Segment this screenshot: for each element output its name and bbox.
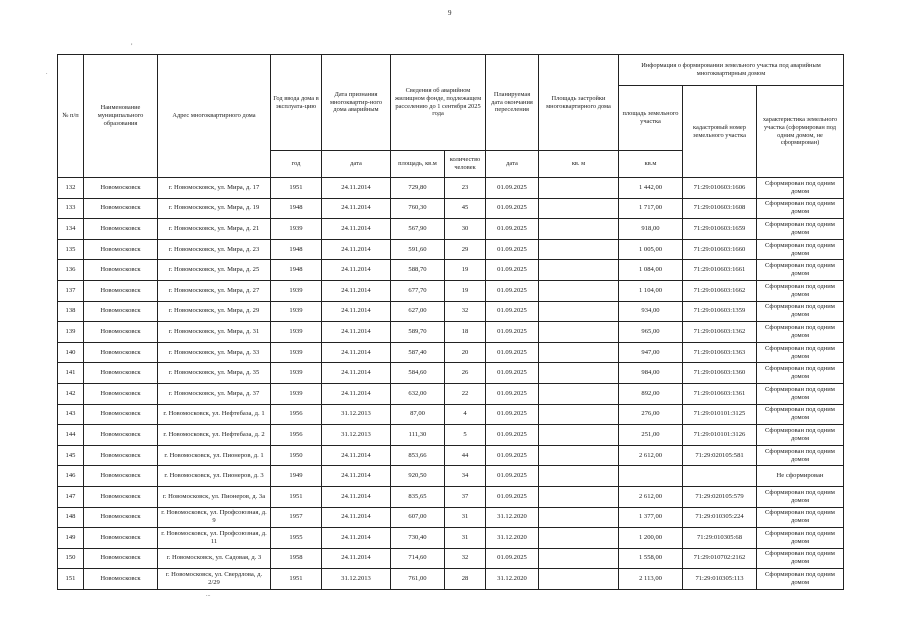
row-cadastral-number: 71:29:010101:3125 [683, 404, 757, 425]
row-people-count: 23 [445, 178, 486, 199]
row-municipality: Новомосковск [84, 445, 158, 466]
unit-date: дата [322, 151, 391, 178]
row-land-area: 2 612,00 [619, 486, 683, 507]
row-address: г. Новомосковск, ул. Мира, д. 23 [158, 239, 271, 260]
row-planned-date: 01.09.2025 [486, 445, 539, 466]
col-header-land-characteristic: характеристика земельного участка (сформирован под одним домом, не сформирован) [757, 86, 844, 178]
row-address: г. Новомосковск, ул. Нефтебаза, д. 1 [158, 404, 271, 425]
row-planned-date: 01.09.2025 [486, 301, 539, 322]
row-land-area: 1 717,00 [619, 198, 683, 219]
row-people-count: 29 [445, 239, 486, 260]
row-cadastral-number: 71:29:010305:224 [683, 507, 757, 528]
row-emergency-area: 589,70 [391, 322, 445, 343]
row-people-count: 20 [445, 342, 486, 363]
unit-building-area: кв. м [539, 151, 619, 178]
row-year-built: 1949 [271, 466, 322, 487]
row-land-status: Сформирован под одним домом [757, 507, 844, 528]
row-address: г. Новомосковск, ул. Мира, д. 33 [158, 342, 271, 363]
row-number: 149 [58, 528, 84, 549]
row-building-area [539, 528, 619, 549]
row-recognition-date: 24.11.2014 [322, 178, 391, 199]
table-row [58, 383, 844, 404]
row-recognition-date: 24.11.2014 [322, 363, 391, 384]
row-address: г. Новомосковск, ул. Садовая, д. 3 [158, 548, 271, 569]
row-building-area [539, 322, 619, 343]
row-recognition-date: 24.11.2014 [322, 445, 391, 466]
row-cadastral-number: 71:29:010603:1660 [683, 239, 757, 260]
row-emergency-area: 835,65 [391, 486, 445, 507]
row-people-count: 26 [445, 363, 486, 384]
row-building-area [539, 548, 619, 569]
row-building-area [539, 198, 619, 219]
row-municipality: Новомосковск [84, 301, 158, 322]
row-address: г. Новомосковск, ул. Мира, д. 35 [158, 363, 271, 384]
row-building-area [539, 404, 619, 425]
row-number: 144 [58, 425, 84, 446]
row-recognition-date: 24.11.2014 [322, 342, 391, 363]
row-year-built: 1958 [271, 548, 322, 569]
row-number: 134 [58, 219, 84, 240]
row-cadastral-number: 71:29:010603:1662 [683, 280, 757, 301]
row-land-status: Сформирован под одним домом [757, 239, 844, 260]
row-land-area: 1 442,00 [619, 178, 683, 199]
row-emergency-area: 567,90 [391, 219, 445, 240]
row-recognition-date: 24.11.2014 [322, 466, 391, 487]
row-address: г. Новомосковск, ул. Мира, д. 21 [158, 219, 271, 240]
row-cadastral-number: 71:29:010603:1359 [683, 301, 757, 322]
row-recognition-date: 31.12.2013 [322, 425, 391, 446]
row-people-count: 5 [445, 425, 486, 446]
row-municipality: Новомосковск [84, 280, 158, 301]
row-recognition-date: 24.11.2014 [322, 239, 391, 260]
row-address: г. Новомосковск, ул. Мира, д. 19 [158, 198, 271, 219]
row-emergency-area: 591,60 [391, 239, 445, 260]
row-number: 137 [58, 280, 84, 301]
row-land-status: Сформирован под одним домом [757, 301, 844, 322]
row-land-status: Сформирован под одним домом [757, 486, 844, 507]
row-municipality: Новомосковск [84, 528, 158, 549]
row-building-area [539, 507, 619, 528]
row-address: г. Новомосковск, ул. Мира, д. 37 [158, 383, 271, 404]
row-land-status: Сформирован под одним домом [757, 569, 844, 590]
row-cadastral-number: 71:29:010603:1363 [683, 342, 757, 363]
row-planned-date: 01.09.2025 [486, 342, 539, 363]
row-planned-date: 01.09.2025 [486, 486, 539, 507]
row-municipality: Новомосковск [84, 486, 158, 507]
row-number: 142 [58, 383, 84, 404]
row-planned-date: 01.09.2025 [486, 260, 539, 281]
row-land-status: Сформирован под одним домом [757, 363, 844, 384]
row-number: 135 [58, 239, 84, 260]
row-people-count: 34 [445, 466, 486, 487]
row-recognition-date: 31.12.2013 [322, 569, 391, 590]
row-land-area: 984,00 [619, 363, 683, 384]
row-number: 148 [58, 507, 84, 528]
row-number: 133 [58, 198, 84, 219]
row-land-area: 2 612,00 [619, 445, 683, 466]
row-planned-date: 01.09.2025 [486, 404, 539, 425]
row-year-built: 1948 [271, 198, 322, 219]
row-people-count: 31 [445, 528, 486, 549]
row-number: 139 [58, 322, 84, 343]
row-cadastral-number: 71:29:010702:2162 [683, 548, 757, 569]
row-land-status: Сформирован под одним домом [757, 548, 844, 569]
row-emergency-area: 588,70 [391, 260, 445, 281]
row-land-status: Сформирован под одним домом [757, 383, 844, 404]
row-building-area [539, 239, 619, 260]
row-emergency-area: 714,60 [391, 548, 445, 569]
row-building-area [539, 425, 619, 446]
row-cadastral-number: 71:29:010603:1661 [683, 260, 757, 281]
row-people-count: 28 [445, 569, 486, 590]
col-header-num: № п/п [58, 55, 84, 178]
row-address: г. Новомосковск, ул. Мира, д. 27 [158, 280, 271, 301]
row-cadastral-number: 71:29:010603:1659 [683, 219, 757, 240]
row-municipality: Новомосковск [84, 322, 158, 343]
row-planned-date: 01.09.2025 [486, 466, 539, 487]
col-header-year-built: Год ввода дома в эксплуата-цию [271, 55, 322, 151]
table-row [58, 445, 844, 466]
row-building-area [539, 569, 619, 590]
row-land-area: 1 104,00 [619, 280, 683, 301]
row-year-built: 1956 [271, 425, 322, 446]
row-planned-date: 31.12.2020 [486, 569, 539, 590]
row-year-built: 1939 [271, 219, 322, 240]
table-row [58, 486, 844, 507]
row-land-status: Сформирован под одним домом [757, 445, 844, 466]
table-row [58, 569, 844, 590]
row-building-area [539, 363, 619, 384]
scan-mark: ... [206, 592, 211, 598]
row-planned-date: 01.09.2025 [486, 363, 539, 384]
row-land-area: 892,00 [619, 383, 683, 404]
row-year-built: 1939 [271, 342, 322, 363]
row-year-built: 1939 [271, 383, 322, 404]
row-cadastral-number: 71:29:010603:1608 [683, 198, 757, 219]
row-recognition-date: 24.11.2014 [322, 260, 391, 281]
table-row [58, 404, 844, 425]
scan-mark: . [46, 70, 48, 76]
row-number: 150 [58, 548, 84, 569]
row-recognition-date: 24.11.2014 [322, 301, 391, 322]
row-emergency-area: 730,40 [391, 528, 445, 549]
row-planned-date: 31.12.2020 [486, 507, 539, 528]
row-people-count: 37 [445, 486, 486, 507]
unit-year: год [271, 151, 322, 178]
row-land-area: 965,00 [619, 322, 683, 343]
row-municipality: Новомосковск [84, 342, 158, 363]
row-emergency-area: 632,00 [391, 383, 445, 404]
table-row [58, 198, 844, 219]
row-planned-date: 01.09.2025 [486, 425, 539, 446]
row-people-count: 19 [445, 280, 486, 301]
row-cadastral-number: 71:29:010603:1362 [683, 322, 757, 343]
row-building-area [539, 260, 619, 281]
row-number: 140 [58, 342, 84, 363]
row-number: 143 [58, 404, 84, 425]
table-row [58, 178, 844, 199]
row-municipality: Новомосковск [84, 178, 158, 199]
row-planned-date: 01.09.2025 [486, 198, 539, 219]
scan-mark: , [131, 40, 133, 46]
col-header-land-info: Информация о формировании земельного участка под аварийным многоквартирным домом [619, 55, 844, 86]
row-recognition-date: 24.11.2014 [322, 219, 391, 240]
row-emergency-area: 761,00 [391, 569, 445, 590]
row-emergency-area: 627,00 [391, 301, 445, 322]
row-recognition-date: 24.11.2014 [322, 383, 391, 404]
row-land-status: Сформирован под одним домом [757, 178, 844, 199]
row-cadastral-number: 71:29:010603:1360 [683, 363, 757, 384]
table-row [58, 528, 844, 549]
table-row [58, 548, 844, 569]
col-header-address: Адрес многоквартирного дома [158, 55, 271, 178]
table-row [58, 322, 844, 343]
row-municipality: Новомосковск [84, 363, 158, 384]
row-land-area: 934,00 [619, 301, 683, 322]
row-number: 146 [58, 466, 84, 487]
row-people-count: 4 [445, 404, 486, 425]
row-recognition-date: 24.11.2014 [322, 322, 391, 343]
row-emergency-area: 584,60 [391, 363, 445, 384]
row-land-status: Сформирован под одним домом [757, 322, 844, 343]
row-land-status: Сформирован под одним домом [757, 219, 844, 240]
row-recognition-date: 24.11.2014 [322, 280, 391, 301]
row-planned-date: 01.09.2025 [486, 280, 539, 301]
row-municipality: Новомосковск [84, 219, 158, 240]
row-address: г. Новомосковск, ул. Мира, д. 29 [158, 301, 271, 322]
row-land-status: Сформирован под одним домом [757, 425, 844, 446]
row-land-area: 1 200,00 [619, 528, 683, 549]
row-recognition-date: 31.12.2013 [322, 404, 391, 425]
row-number: 138 [58, 301, 84, 322]
row-land-area: 1 005,00 [619, 239, 683, 260]
row-year-built: 1939 [271, 363, 322, 384]
row-cadastral-number: 71:29:010603:1361 [683, 383, 757, 404]
table-row [58, 363, 844, 384]
row-emergency-area: 87,00 [391, 404, 445, 425]
col-header-cadastral: кадастровый номер земельного участка [683, 86, 757, 178]
row-year-built: 1956 [271, 404, 322, 425]
row-planned-date: 01.09.2025 [486, 219, 539, 240]
row-address: г. Новомосковск, ул. Мира, д. 31 [158, 322, 271, 343]
unit-area: площадь, кв.м [391, 151, 445, 178]
row-planned-date: 01.09.2025 [486, 322, 539, 343]
row-people-count: 45 [445, 198, 486, 219]
row-number: 136 [58, 260, 84, 281]
row-address: г. Новомосковск, ул. Нефтебаза, д. 2 [158, 425, 271, 446]
row-building-area [539, 486, 619, 507]
row-planned-date: 31.12.2020 [486, 528, 539, 549]
row-building-area [539, 342, 619, 363]
row-people-count: 32 [445, 301, 486, 322]
row-land-area: 251,00 [619, 425, 683, 446]
row-emergency-area: 677,70 [391, 280, 445, 301]
row-land-area: 1 558,00 [619, 548, 683, 569]
row-recognition-date: 24.11.2014 [322, 528, 391, 549]
row-land-status: Сформирован под одним домом [757, 280, 844, 301]
row-year-built: 1957 [271, 507, 322, 528]
row-land-status: Сформирован под одним домом [757, 260, 844, 281]
row-building-area [539, 219, 619, 240]
row-planned-date: 01.09.2025 [486, 383, 539, 404]
row-land-area [619, 466, 683, 487]
row-land-status: Не сформирован [757, 466, 844, 487]
row-cadastral-number: 71:29:010305:68 [683, 528, 757, 549]
row-emergency-area: 920,50 [391, 466, 445, 487]
page-number: 9 [448, 9, 452, 17]
col-header-municipality: Наименование муниципального образования [84, 55, 158, 178]
row-year-built: 1950 [271, 445, 322, 466]
row-recognition-date: 24.11.2014 [322, 486, 391, 507]
row-emergency-area: 760,30 [391, 198, 445, 219]
row-municipality: Новомосковск [84, 548, 158, 569]
row-emergency-area: 607,00 [391, 507, 445, 528]
row-address: г. Новомосковск, ул. Профсоюзная, д. 9 [158, 507, 271, 528]
row-building-area [539, 445, 619, 466]
unit-planned-date: дата [486, 151, 539, 178]
col-header-building-area: Площадь застройки многоквартирного дома [539, 55, 619, 151]
row-municipality: Новомосковск [84, 404, 158, 425]
col-header-land-area: площадь земельного участка [619, 86, 683, 151]
table-row [58, 507, 844, 528]
row-land-status: Сформирован под одним домом [757, 404, 844, 425]
row-number: 151 [58, 569, 84, 590]
row-address: г. Новомосковск, ул. Пионеров, д. 1 [158, 445, 271, 466]
row-recognition-date: 24.11.2014 [322, 198, 391, 219]
row-land-area: 947,00 [619, 342, 683, 363]
col-header-recognition-date: Дата признания многоквартир-ного дома аварийным [322, 55, 391, 151]
row-address: г. Новомосковск, ул. Пионеров, д. 3а [158, 486, 271, 507]
row-year-built: 1939 [271, 301, 322, 322]
row-people-count: 30 [445, 219, 486, 240]
table-row [58, 301, 844, 322]
row-emergency-area: 729,80 [391, 178, 445, 199]
row-planned-date: 01.09.2025 [486, 178, 539, 199]
row-year-built: 1951 [271, 569, 322, 590]
unit-land-area: кв.м [619, 151, 683, 178]
row-municipality: Новомосковск [84, 239, 158, 260]
row-number: 132 [58, 178, 84, 199]
row-address: г. Новомосковск, ул. Пионеров, д. 3 [158, 466, 271, 487]
row-land-area: 918,00 [619, 219, 683, 240]
row-number: 145 [58, 445, 84, 466]
row-number: 147 [58, 486, 84, 507]
row-recognition-date: 24.11.2014 [322, 507, 391, 528]
row-cadastral-number: 71:29:010101:3126 [683, 425, 757, 446]
row-land-area: 2 113,00 [619, 569, 683, 590]
row-municipality: Новомосковск [84, 569, 158, 590]
row-recognition-date: 24.11.2014 [322, 548, 391, 569]
table-row [58, 466, 844, 487]
row-planned-date: 01.09.2025 [486, 548, 539, 569]
row-address: г. Новомосковск, ул. Свердлова, д. 2/29 [158, 569, 271, 590]
row-building-area [539, 383, 619, 404]
table-row [58, 425, 844, 446]
row-year-built: 1939 [271, 280, 322, 301]
table-body [58, 178, 844, 590]
row-people-count: 18 [445, 322, 486, 343]
row-land-status: Сформирован под одним домом [757, 198, 844, 219]
row-municipality: Новомосковск [84, 198, 158, 219]
row-building-area [539, 466, 619, 487]
row-address: г. Новомосковск, ул. Мира, д. 17 [158, 178, 271, 199]
row-land-status: Сформирован под одним домом [757, 342, 844, 363]
row-cadastral-number: 71:29:020105:581 [683, 445, 757, 466]
row-land-area: 1 084,00 [619, 260, 683, 281]
col-header-emergency-info: Сведения об аварийном жилищном фонде, подлежащем расселению до 1 сентября 2025 года [391, 55, 486, 151]
row-people-count: 32 [445, 548, 486, 569]
row-planned-date: 01.09.2025 [486, 239, 539, 260]
row-cadastral-number [683, 466, 757, 487]
row-cadastral-number: 71:29:010603:1606 [683, 178, 757, 199]
row-building-area [539, 280, 619, 301]
row-year-built: 1951 [271, 486, 322, 507]
row-municipality: Новомосковск [84, 260, 158, 281]
row-people-count: 22 [445, 383, 486, 404]
row-municipality: Новомосковск [84, 425, 158, 446]
row-cadastral-number: 71:29:010305:113 [683, 569, 757, 590]
row-number: 141 [58, 363, 84, 384]
row-year-built: 1939 [271, 322, 322, 343]
row-building-area [539, 301, 619, 322]
row-land-status: Сформирован под одним домом [757, 528, 844, 549]
row-emergency-area: 587,40 [391, 342, 445, 363]
row-year-built: 1948 [271, 260, 322, 281]
col-header-planned-date: Планируемая дата окончания переселения [486, 55, 539, 151]
row-municipality: Новомосковск [84, 466, 158, 487]
row-cadastral-number: 71:29:020105:579 [683, 486, 757, 507]
emergency-housing-table [57, 54, 844, 590]
row-address: г. Новомосковск, ул. Мира, д. 25 [158, 260, 271, 281]
row-year-built: 1955 [271, 528, 322, 549]
row-municipality: Новомосковск [84, 507, 158, 528]
row-building-area [539, 178, 619, 199]
row-emergency-area: 111,30 [391, 425, 445, 446]
row-municipality: Новомосковск [84, 383, 158, 404]
row-year-built: 1948 [271, 239, 322, 260]
row-emergency-area: 853,66 [391, 445, 445, 466]
row-land-area: 276,00 [619, 404, 683, 425]
table-row [58, 280, 844, 301]
unit-people: количество человек [445, 151, 486, 178]
row-people-count: 19 [445, 260, 486, 281]
row-address: г. Новомосковск, ул. Профсоюзная, д. 11 [158, 528, 271, 549]
table-row [58, 342, 844, 363]
row-year-built: 1951 [271, 178, 322, 199]
row-people-count: 44 [445, 445, 486, 466]
table-row [58, 239, 844, 260]
row-land-area: 1 377,00 [619, 507, 683, 528]
table-row [58, 260, 844, 281]
row-people-count: 31 [445, 507, 486, 528]
table-row [58, 219, 844, 240]
